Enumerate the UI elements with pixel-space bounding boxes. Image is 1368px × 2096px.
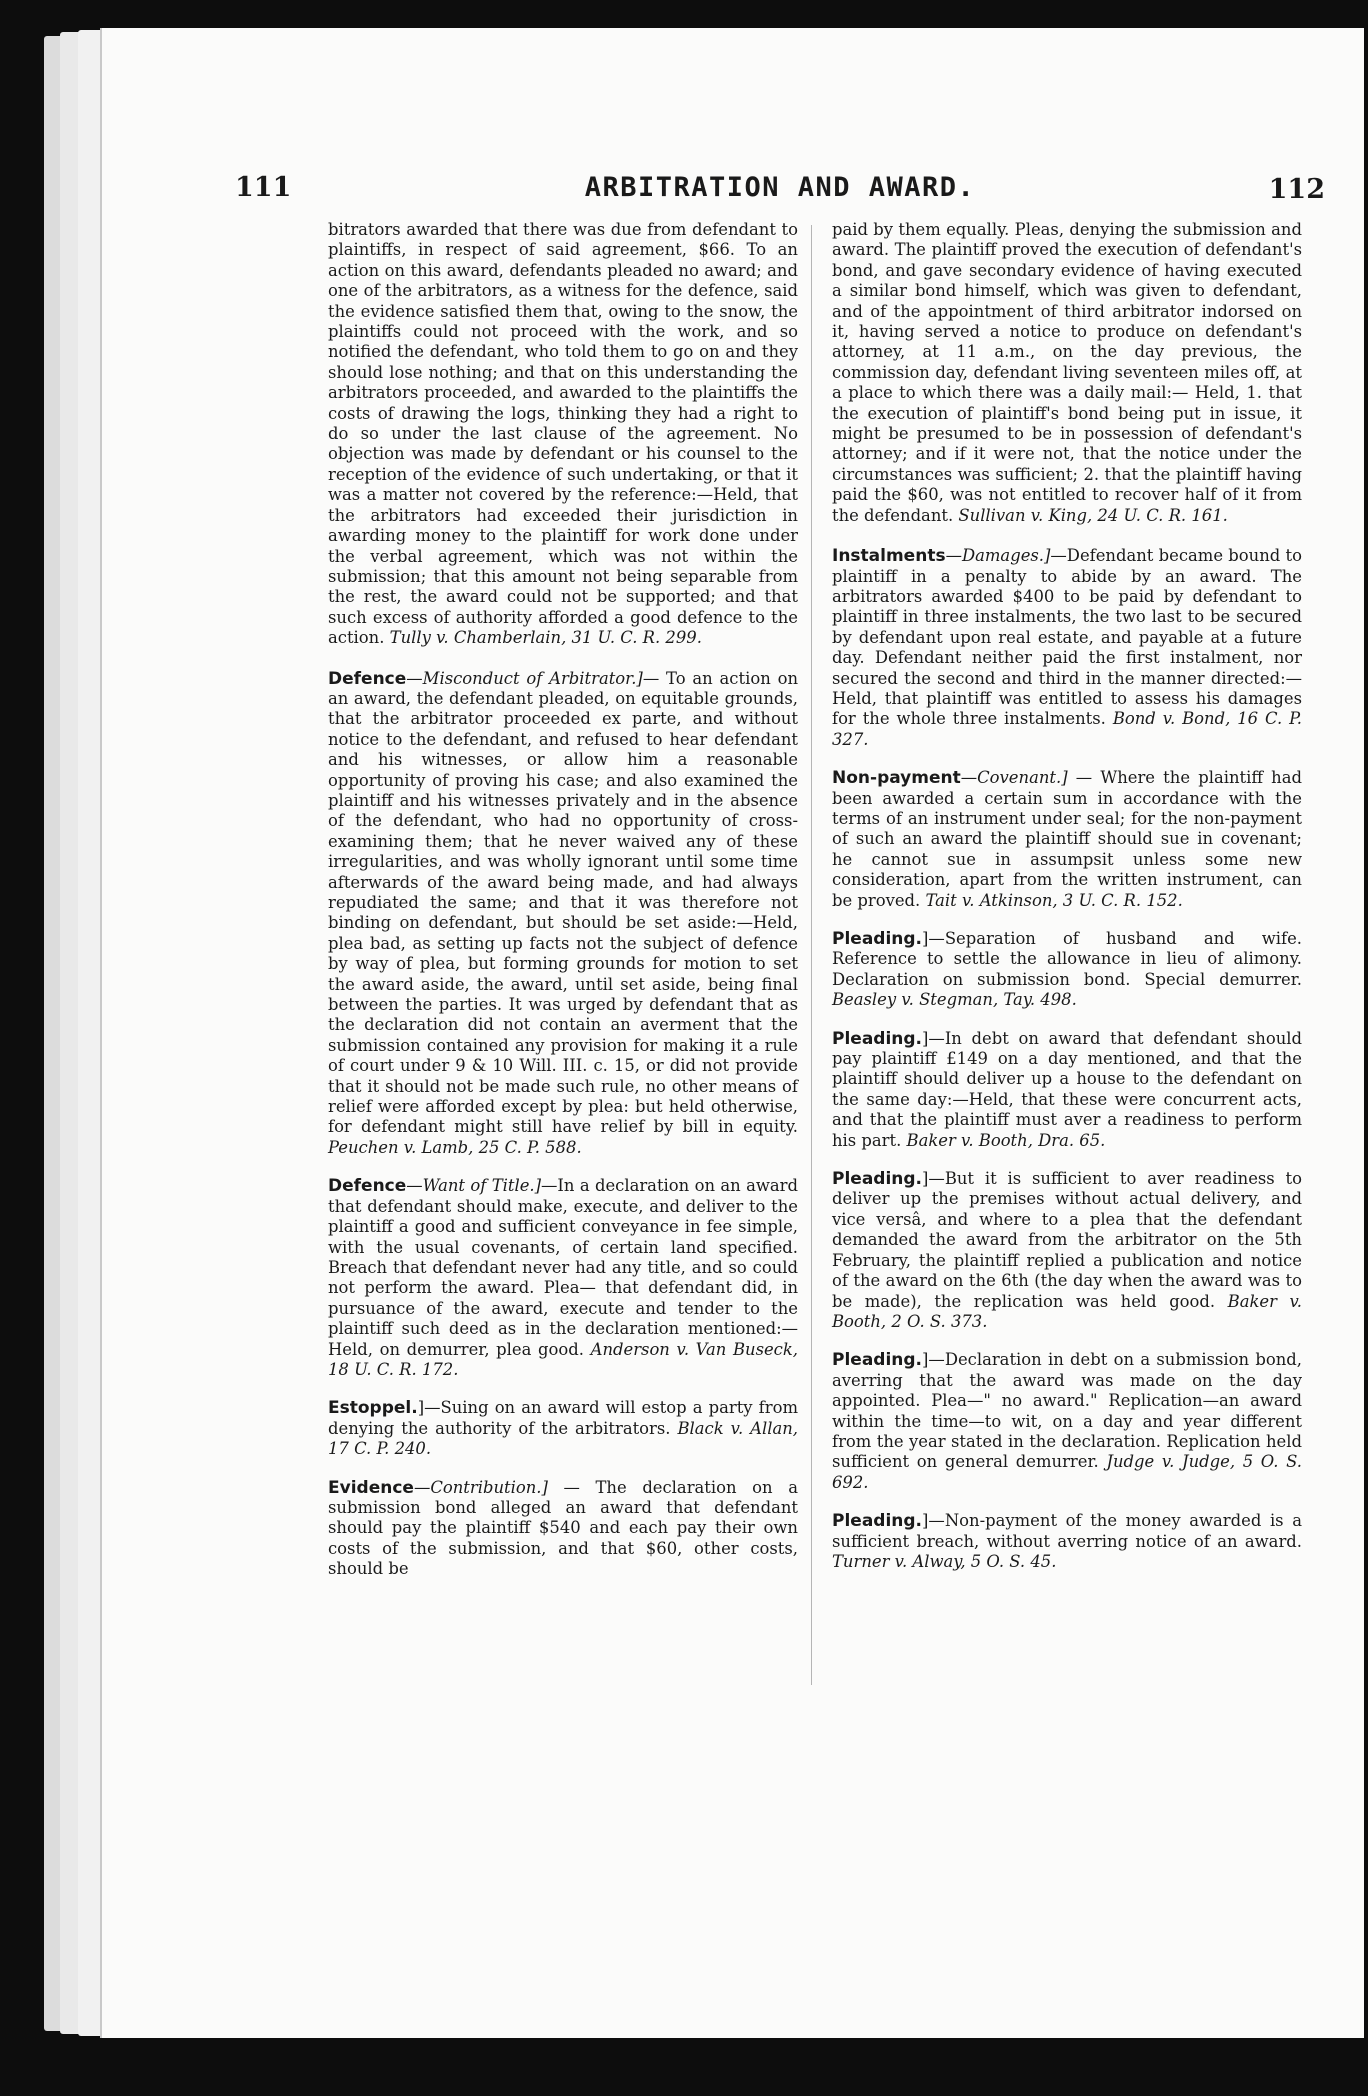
digest-entry (832, 220, 1302, 526)
entry-text: bitrators awarded that there was due from defendant to plaintiffs, in respect of said agreement, $66. To an action on this award, defendants pleaded no award; and one of the arbitrators, as a witness for the defence, said the evidence satisfied them that, owing to the snow, the plaintiffs could not proceed with the work, and so notified the defendant, who told them to go on and they should lose nothing; and that on this understanding the arbitrators proceeded, and awarded to the plaintiffs the costs of drawing the logs, thinking they had a right to do so under the last clause of the agreement. No objection was made by defendant or his counsel to the reception of the evidence of such undertaking, or that it was a matter not covered by the reference:—Held, that the arbitrators had exceeded their jurisdiction in awarding money to the plaintiff for work done under the verbal agreement, which was not within the submission; that this amount not being separable from the rest, the award could not be supported; and that such excess of authority afforded a good defence to the action. (328, 220, 798, 648)
entry-subheading: ] (417, 1398, 425, 1418)
entry-heading: Pleading. (832, 1350, 923, 1371)
digest-entry (832, 1350, 1302, 1493)
entry-text: —Separation of husband and wife. Reference to settle the allowance in lieu of alimony. Declaration on submission bond. Special demurrer. (832, 929, 1302, 989)
left-column (328, 220, 798, 1598)
entry-heading: Estoppel. (328, 1398, 418, 1419)
entry-heading: Evidence (328, 1477, 414, 1498)
entry-subheading: —Damages.] (945, 546, 1051, 566)
running-head (235, 172, 1325, 212)
digest-entry (832, 1029, 1302, 1151)
digest-entry (328, 220, 798, 649)
case-citation: Tait v. Atkinson, 3 U. C. R. 152. (925, 890, 1183, 910)
entry-heading: Pleading. (832, 1028, 923, 1049)
entry-heading: Instalments (832, 546, 946, 567)
entry-subheading: —Misconduct of Arbitrator.] (406, 668, 643, 688)
case-citation: Peuchen v. Lamb, 25 C. P. 588. (328, 1137, 582, 1157)
entry-text: —In debt on award that defendant should pay plaintiff £149 on a day mentioned, and that the plaintiff should deliver up a house to the defendant on the same day:—Held, that these were concurrent acts, and that the plaintiff must aver a readiness to perform his part. (832, 1028, 1302, 1150)
entry-text: — To an action on an award, the defendant pleaded, on equitable grounds, that the arbitrator proceeded ex parte, and without notice to the defendant, and refused to hear defendant and his witnesses, or allow him a reasonable opportunity of proving his case; and also examined the plaintiff and his witnesses privately and in the absence of the defendant, who had no opportunity of cross-examining them; that he never waived any of these irregularities, and was wholly ignorant until some time afterwards of the award being made, and had always repudiated the same; and that it was therefore not binding on defendant, but should be set aside:—Held, plea bad, as setting up facts not the subject of defence by way of plea, but forming grounds for motion to set the award aside, the award, until set aside, being final between the parties. It was urged by defendant that as the declaration did not contain an averment that the submission contained any provision for making it a rule of court under 9 & 10 Will. III. c. 15, or did not provide that it should not be made such rule, no other means of relief were afforded except by plea: but held otherwise, for defendant might still have relief by bill in equity. (328, 668, 798, 1137)
entry-subheading: ] (922, 1511, 929, 1531)
entry-text: —In a declaration on an award that defendant should make, execute, and deliver to the plaintiff a good and sufficient conveyance in fee simple, with the usual covenants, of certain land specified. Breach that defendant never had any title, and so could not perform the award. Plea— that defendant did, in pursuance of the award, execute and tender to the plaintiff such deed as in the declaration mentioned:— Held, on demurrer, plea good. (328, 1176, 798, 1359)
case-citation: Baker v. Booth, Dra. 65. (906, 1130, 1106, 1150)
entry-subheading: ] (922, 1350, 929, 1370)
digest-entry (328, 1478, 798, 1580)
entry-heading: Defence (328, 1176, 407, 1197)
entry-heading: Pleading. (832, 929, 923, 949)
digest-entry (832, 929, 1302, 1011)
entry-text: — The declaration on a submission bond alleged an award that defendant should pay the plaintiff $540 and each pay their own costs of the submission, and that $60, other costs, should be (328, 1477, 798, 1579)
case-citation: Black v. Allan, 17 C. P. 240. (328, 1418, 798, 1459)
entry-text: paid by them equally. Pleas, denying the submission and award. The plaintiff proved the execution of defendant's bond, and gave secondary evidence of having executed a similar bond himself, which was given to defendant, and of the appointment of third arbitrator indorsed on it, having served a notice to produce on defendant's attorney, at 11 a.m., on the day previous, the commission day, defendant living seventeen miles off, at a place to which there was a daily mail:— Held, 1. that the execution of plaintiff's bond being put in issue, it might be presumed to be in possession of defendant's attorney; and if it were not, that the notice under the circumstances was sufficient; 2. that the plaintiff having paid the $60, was not entitled to recover half of it from the defendant. (832, 220, 1302, 525)
case-citation: Baker v. Booth, 2 O. S. 373. (832, 1291, 1302, 1331)
entry-subheading: —Want of Title.] (406, 1176, 542, 1196)
entry-heading: Pleading. (832, 1511, 923, 1532)
entry-subheading: —Contribution.] (413, 1477, 548, 1497)
entry-heading: Pleading. (832, 1169, 923, 1190)
entry-subheading: —Covenant.] (960, 768, 1068, 788)
entry-heading: Defence (328, 668, 407, 689)
entry-subheading: ] (922, 1169, 929, 1189)
entry-text: —Suing on an award will estop a party from denying the authority of the arbitrators. (328, 1398, 798, 1438)
case-citation: Tully v. Chamberlain, 31 U. C. R. 299. (389, 628, 702, 648)
entry-text: —Non-payment of the money awarded is a sufficient breach, without averring notice of an award. (832, 1511, 1302, 1551)
case-citation: Beasley v. Stegman, Tay. 498. (832, 990, 1077, 1010)
column-divider (811, 225, 812, 1685)
right-column (832, 220, 1302, 1590)
entry-text: —Defendant became bound to plaintiff in a penalty to abide by an award. The arbitrators awarded $400 to be paid by defendant to plaintiff in three instalments, the two last to be secured by defendant upon real estate, and payable at a future day. Defendant neither paid the first instalment, nor secured the second and third in the manner directed:—Held, that plaintiff was entitled to assess his damages for the whole three instalments. (832, 546, 1302, 729)
entry-subheading: ] (922, 1028, 929, 1048)
page-number-left: 111 (235, 172, 292, 203)
digest-entry (328, 669, 798, 1159)
entry-text: —Declaration in debt on a submission bond, averring that the award was made on the day appointed. Plea—" no award." Replication—an award within the time—to wit, on a day and year different from the year stated in the declaration. Replication held sufficient on general demurrer. (832, 1350, 1302, 1472)
case-citation: Sullivan v. King, 24 U. C. R. 161. (958, 505, 1228, 525)
entry-text: —But it is sufficient to aver readiness to deliver up the premises without actual delivery, and vice versâ, and where to a plea that the defendant demanded the award from the arbitrator on the 5th February, the plaintiff replied a publication and notice of the award on the 6th (the day when the award was to be made), the replication was held good. (832, 1169, 1302, 1311)
entry-text: — Where the plaintiff had been awarded a certain sum in accordance with the terms of an instrument under seal; for the non-payment of such an award the plaintiff should sue in covenant; he cannot sue in assumpsit unless some new consideration, apart from the written instrument, can be proved. (832, 768, 1302, 910)
case-citation: Judge v. Judge, 5 O. S. 692. (832, 1452, 1302, 1492)
case-citation: Turner v. Alway, 5 O. S. 45. (832, 1551, 1057, 1571)
case-citation: Anderson v. Van Buseck, 18 U. C. R. 172. (328, 1339, 798, 1379)
digest-entry (832, 546, 1302, 750)
entry-heading: Non-payment (832, 768, 961, 789)
entry-subheading: ] (922, 929, 929, 948)
digest-entry (328, 1398, 798, 1459)
page-number-right: 112 (1268, 174, 1325, 205)
case-citation: Bond v. Bond, 16 C. P. 327. (832, 709, 1302, 749)
digest-entry (832, 1511, 1302, 1572)
page-title: ARBITRATION AND AWARD. (584, 172, 976, 203)
digest-entry (832, 768, 1302, 911)
digest-entry (328, 1176, 798, 1380)
digest-entry (832, 1169, 1302, 1332)
